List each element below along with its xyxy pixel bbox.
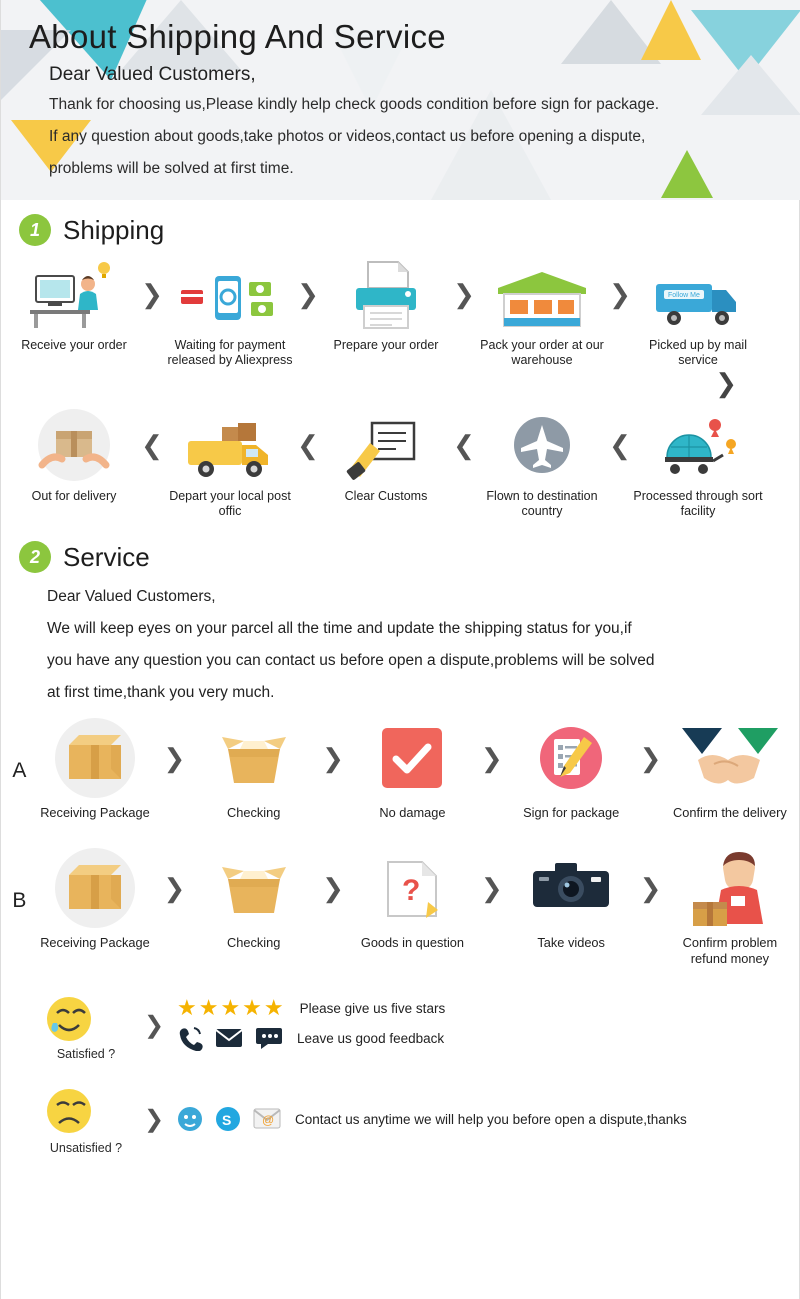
service-step-caption: Checking xyxy=(227,935,281,950)
star-rating[interactable]: ★★★★★ xyxy=(177,995,286,1020)
good-feedback-line xyxy=(177,1025,445,1051)
svg-text:?: ? xyxy=(402,874,421,907)
service-step-caption: Checking xyxy=(227,805,281,820)
chevron-right-icon: ❯ xyxy=(322,742,344,773)
skype-icon xyxy=(215,1106,241,1132)
shipping-step xyxy=(165,258,295,368)
handshake-icon xyxy=(667,715,793,801)
chevron-right-icon: ❯ xyxy=(297,278,319,309)
header-banner xyxy=(1,0,800,200)
shipping-step-caption: Picked up by mail service xyxy=(649,338,747,367)
section-title-service xyxy=(1,519,799,575)
chevron-down-icon: ❯ xyxy=(715,368,737,398)
shipping-step-caption: Prepare your order xyxy=(333,338,439,352)
page-title: About Shipping And Service xyxy=(29,18,446,55)
shipping-step xyxy=(321,258,451,353)
satisfied-emoji-block xyxy=(41,989,131,1061)
feedback-row-satisfied xyxy=(1,967,799,1061)
open-box-icon xyxy=(191,845,317,931)
mobile-payment-icon xyxy=(165,258,295,330)
happy-emoji-icon xyxy=(41,989,97,1045)
package-hands-icon xyxy=(9,409,139,481)
customs-stamp-icon xyxy=(321,409,451,481)
shipping-step-caption: Flown to destination country xyxy=(486,489,598,518)
chevron-right-icon: ❯ xyxy=(639,742,662,773)
service-flow-row-b xyxy=(1,821,799,967)
section-badge-1: 1 xyxy=(19,214,51,246)
sad-emoji-icon xyxy=(41,1083,97,1139)
flow-down-connector xyxy=(1,368,799,399)
chevron-right-icon: ❯ xyxy=(141,278,163,309)
row-letter-b: B xyxy=(12,889,27,912)
service-text-block xyxy=(1,575,799,709)
chevron-right-icon: ❯ xyxy=(143,1105,165,1133)
airplane-icon xyxy=(477,409,607,481)
good-feedback-text: Leave us good feedback xyxy=(297,1030,445,1046)
service-step-caption: Take videos xyxy=(537,935,605,950)
service-step xyxy=(667,845,793,967)
service-line-1: We will keep eyes on your parcel all the time and update the shipping status for you,if xyxy=(47,620,632,637)
shipping-step xyxy=(9,258,139,353)
chevron-left-icon: ❮ xyxy=(609,429,631,460)
service-step xyxy=(508,845,634,951)
service-step xyxy=(191,715,317,821)
sign-document-icon xyxy=(508,715,634,801)
shipping-step-caption: Waiting for payment released by Aliexpress xyxy=(167,338,293,367)
shipping-step-caption: Depart your local post offic xyxy=(169,489,291,518)
printer-icon xyxy=(321,258,451,330)
service-step xyxy=(667,715,793,821)
yellow-truck-icon xyxy=(165,409,295,481)
service-step-caption: Confirm problem refund money xyxy=(682,935,778,966)
service-step-caption: Receiving Package xyxy=(40,935,150,950)
section-label-service: Service xyxy=(63,541,150,572)
section-label-shipping: Shipping xyxy=(63,214,165,245)
section-badge-2: 2 xyxy=(19,541,51,573)
contact-icon-group xyxy=(177,1106,281,1132)
satisfied-actions xyxy=(177,995,445,1055)
shipping-step xyxy=(633,409,763,519)
phone-icon xyxy=(177,1025,203,1051)
camera-icon xyxy=(508,845,634,931)
service-step-caption: Goods in question xyxy=(360,935,465,950)
unsatisfied-text: Contact us anytime we will help you before open a dispute,thanks xyxy=(295,1111,687,1127)
svg-text:S: S xyxy=(222,1112,232,1128)
messenger-icon xyxy=(177,1106,203,1132)
warehouse-icon xyxy=(477,258,607,330)
unsatisfied-actions xyxy=(177,1106,687,1132)
section-title-shipping xyxy=(1,200,799,248)
question-document-icon xyxy=(349,845,475,931)
shipping-step-caption: Clear Customs xyxy=(344,489,428,503)
unsatisfied-caption: Unsatisfied ? xyxy=(49,1141,123,1155)
feedback-row-unsatisfied xyxy=(1,1061,799,1155)
service-greeting: Dear Valued Customers, xyxy=(47,588,216,605)
shipping-step-caption: Processed through sort facility xyxy=(633,489,763,518)
service-step-caption: No damage xyxy=(379,805,446,820)
chevron-left-icon: ❮ xyxy=(297,429,319,460)
open-box-icon xyxy=(191,715,317,801)
service-step-caption: Receiving Package xyxy=(40,805,150,820)
chevron-right-icon: ❯ xyxy=(143,1011,165,1039)
chevron-right-icon: ❯ xyxy=(453,278,475,309)
checkmark-icon xyxy=(349,715,475,801)
shipping-step xyxy=(633,258,763,368)
chevron-right-icon: ❯ xyxy=(609,278,631,309)
box-icon xyxy=(32,715,158,801)
header-greeting: Dear Valued Customers, xyxy=(49,64,256,85)
email-icon xyxy=(253,1107,281,1131)
shipping-step-caption: Out for delivery xyxy=(31,489,117,503)
chevron-right-icon: ❯ xyxy=(480,872,503,903)
shipping-flow-row-2 xyxy=(1,399,799,519)
service-step-caption: Confirm the delivery xyxy=(673,805,787,820)
unsatisfied-emoji-block xyxy=(41,1083,131,1155)
chevron-right-icon: ❯ xyxy=(163,872,186,903)
service-step xyxy=(508,715,634,821)
header-line-1: Thank for choosing us,Please kindly help check goods condition before sign for package. xyxy=(49,96,660,113)
service-step-caption: Sign for package xyxy=(523,805,620,820)
chevron-right-icon: ❯ xyxy=(639,872,662,903)
box-icon xyxy=(32,845,158,931)
chevron-right-icon: ❯ xyxy=(322,872,344,903)
header-line-3: problems will be solved at first time. xyxy=(49,160,294,177)
row-letter-a: A xyxy=(12,759,27,782)
shipping-step xyxy=(165,409,295,519)
service-line-3: at first time,thank you very much. xyxy=(47,684,275,701)
delivery-truck-icon xyxy=(633,258,763,330)
shipping-step-caption: Receive your order xyxy=(21,338,127,352)
contact-icon-group xyxy=(177,1025,283,1051)
service-flow-row-a xyxy=(1,709,799,821)
svg-text:Follow Me: Follow Me xyxy=(668,292,700,299)
chevron-left-icon: ❮ xyxy=(141,429,163,460)
service-step xyxy=(349,715,475,821)
support-agent-icon xyxy=(667,845,793,931)
satisfied-caption: Satisfied ? xyxy=(56,1047,116,1061)
service-step xyxy=(32,715,158,821)
mail-icon xyxy=(215,1027,243,1049)
five-star-line xyxy=(177,995,445,1021)
shipping-step xyxy=(321,409,451,504)
shipping-flow-row-1 xyxy=(1,248,799,368)
five-star-text: Please give us five stars xyxy=(299,1000,446,1016)
header-line-2: If any question about goods,take photos or videos,contact us before opening a dispute, xyxy=(49,128,646,145)
shipping-step xyxy=(477,258,607,368)
service-step xyxy=(349,845,475,951)
shipping-step xyxy=(9,409,139,504)
shipping-step-caption: Pack your order at our warehouse xyxy=(480,338,604,367)
chat-icon xyxy=(255,1026,283,1050)
service-step xyxy=(32,845,158,951)
globe-cart-icon xyxy=(633,409,763,481)
desk-computer-icon xyxy=(9,258,139,330)
service-line-2: you have any question you can contact us before open a dispute,problems will be solved xyxy=(47,652,655,669)
chevron-left-icon: ❮ xyxy=(453,429,475,460)
service-step xyxy=(191,845,317,951)
chevron-right-icon: ❯ xyxy=(480,742,503,773)
chevron-right-icon: ❯ xyxy=(163,742,186,773)
shipping-step xyxy=(477,409,607,519)
svg-text:@: @ xyxy=(262,1113,275,1127)
